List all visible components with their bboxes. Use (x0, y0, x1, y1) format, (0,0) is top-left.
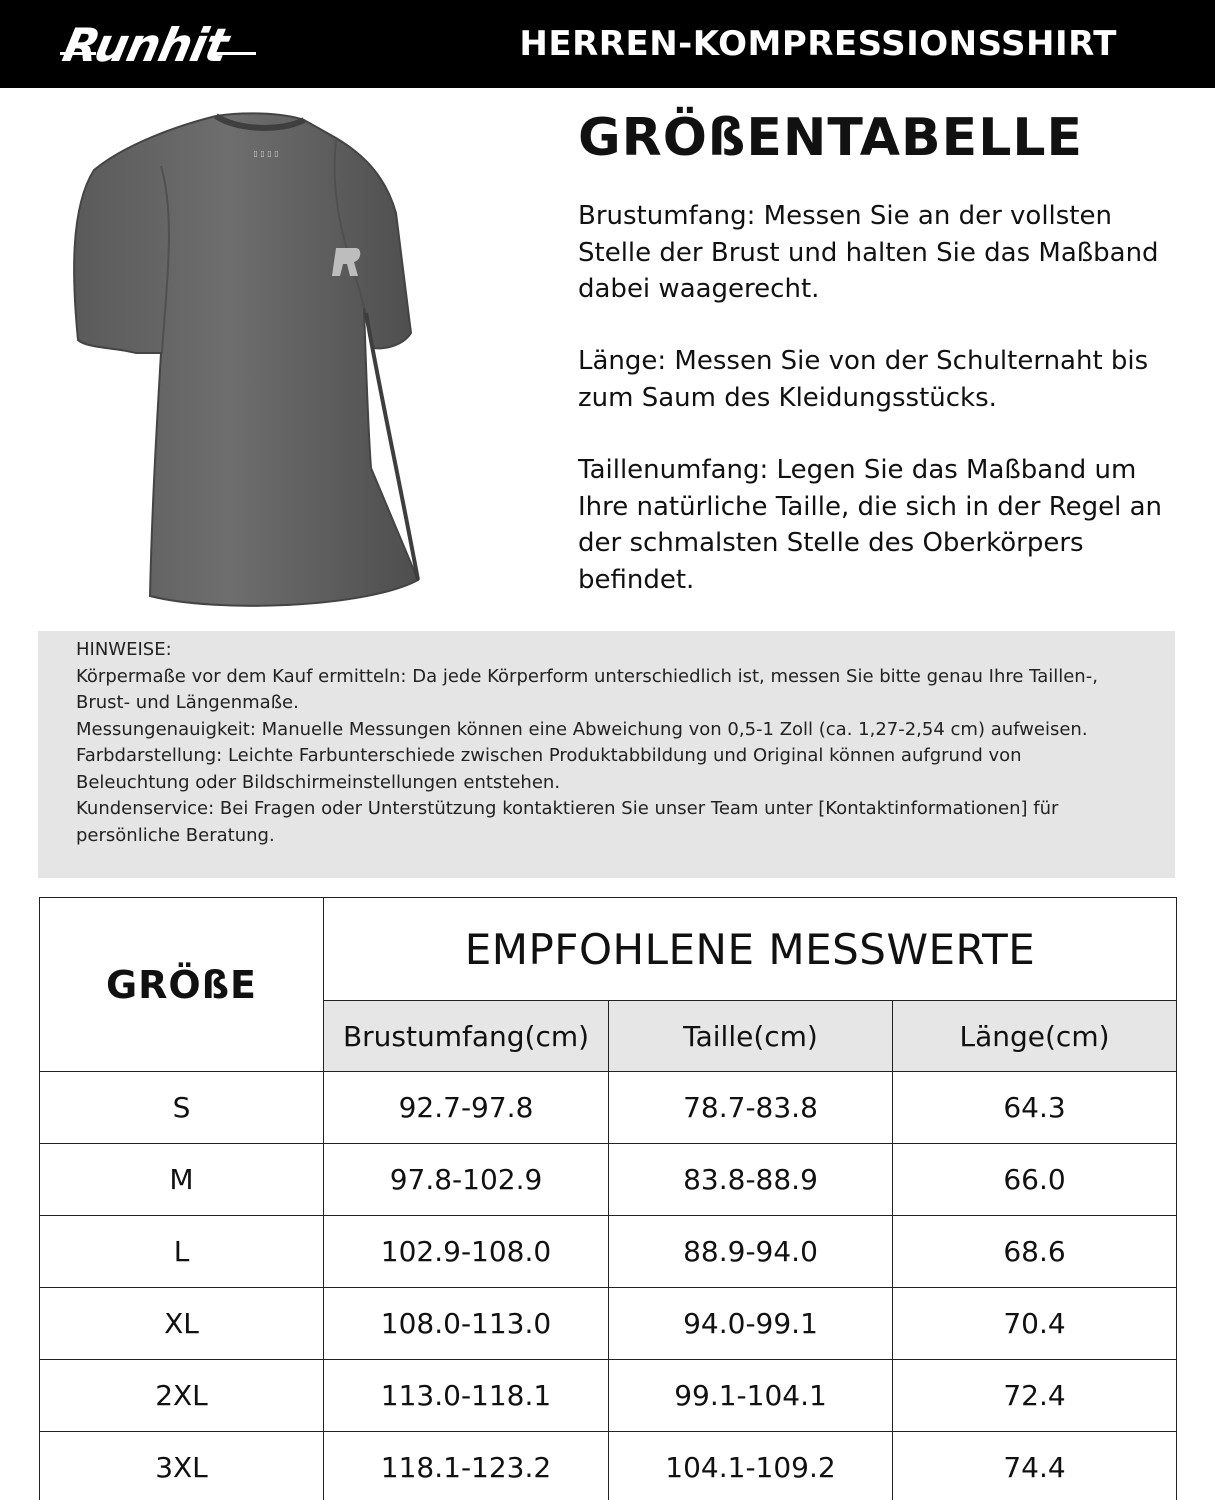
waist-cell: 104.1-109.2 (609, 1432, 893, 1500)
notes-heading: HINWEISE: (76, 639, 172, 660)
note-item: Körpermaße vor dem Kauf ermitteln: Da jede Körperform unterschiedlich ist, messen Sie bitte genau Ihre Taillen-, Brust- und Längenmaße. (76, 665, 1098, 713)
recommended-measurements-header: EMPFOHLENE MESSWERTE (324, 898, 1177, 1001)
length-cell: 68.6 (893, 1216, 1177, 1288)
length-column-header: Länge(cm) (893, 1001, 1177, 1072)
waist-cell: 99.1-104.1 (609, 1360, 893, 1432)
brand-name: Runhit (58, 18, 233, 72)
size-column-header: GRÖßE (40, 898, 324, 1072)
table-row (40, 1072, 1177, 1144)
size-cell: 2XL (40, 1360, 324, 1432)
chest-cell: 113.0-118.1 (324, 1360, 609, 1432)
compression-shirt-image (66, 108, 426, 613)
note-item: Farbdarstellung: Leichte Farbunterschiede zwischen Produktabbildung und Original können aufgrund von Beleuchtung oder Bildschirmeinstellungen entstehen. (76, 745, 1022, 793)
size-chart-title: GRÖßENTABELLE (578, 108, 1083, 168)
chest-column-header: Brustumfang(cm) (324, 1001, 609, 1072)
length-cell: 64.3 (893, 1072, 1177, 1144)
length-cell: 70.4 (893, 1288, 1177, 1360)
size-cell: L (40, 1216, 324, 1288)
size-cell: 3XL (40, 1432, 324, 1500)
waist-cell: 83.8-88.9 (609, 1144, 893, 1216)
length-cell: 72.4 (893, 1360, 1177, 1432)
size-cell: S (40, 1072, 324, 1144)
table-row (40, 1360, 1177, 1432)
product-title: HERREN-KOMPRESSIONSSHIRT (519, 24, 1117, 64)
chest-cell: 108.0-113.0 (324, 1288, 609, 1360)
table-row (40, 1144, 1177, 1216)
brand-logo (60, 14, 260, 74)
waist-column-header: Taille(cm) (609, 1001, 893, 1072)
waist-cell: 88.9-94.0 (609, 1216, 893, 1288)
size-cell: M (40, 1144, 324, 1216)
chest-cell: 92.7-97.8 (324, 1072, 609, 1144)
chest-cell: 118.1-123.2 (324, 1432, 609, 1500)
table-row (40, 1288, 1177, 1360)
length-cell: 66.0 (893, 1144, 1177, 1216)
length-instructions: Länge: Messen Sie von der Schulternaht bis zum Saum des Kleidungsstücks. (578, 346, 1149, 413)
notes-box (38, 631, 1175, 878)
waist-instructions: Taillenumfang: Legen Sie das Maßband um Ihre natürliche Taille, die sich in der Regel an der schmalsten Stelle des Oberkörpers befindet. (578, 455, 1162, 595)
header-bar (0, 0, 1215, 88)
length-cell: 74.4 (893, 1432, 1177, 1500)
shirt-body (74, 113, 418, 605)
size-cell: XL (40, 1288, 324, 1360)
chest-instructions: Brustumfang: Messen Sie an der vollsten Stelle der Brust und halten Sie das Maßband dabei waagerecht. (578, 201, 1159, 304)
note-item: Messungenauigkeit: Manuelle Messungen können eine Abweichung von 0,5-1 Zoll (ca. 1,27-2,54 cm) aufweisen. (76, 718, 1088, 740)
table-row (40, 1216, 1177, 1288)
size-table (39, 897, 1176, 1500)
chest-cell: 102.9-108.0 (324, 1216, 609, 1288)
note-item: Kundenservice: Bei Fragen oder Unterstützung kontaktieren Sie unser Team unter [Kontaktinformationen] für persönliche Beratung. (76, 798, 1059, 846)
waist-cell: 78.7-83.8 (609, 1072, 893, 1144)
shirt-label-print: ▯ ▯ ▯ ▯ (253, 149, 279, 158)
waist-cell: 94.0-99.1 (609, 1288, 893, 1360)
table-row (40, 1432, 1177, 1500)
chest-cell: 97.8-102.9 (324, 1144, 609, 1216)
